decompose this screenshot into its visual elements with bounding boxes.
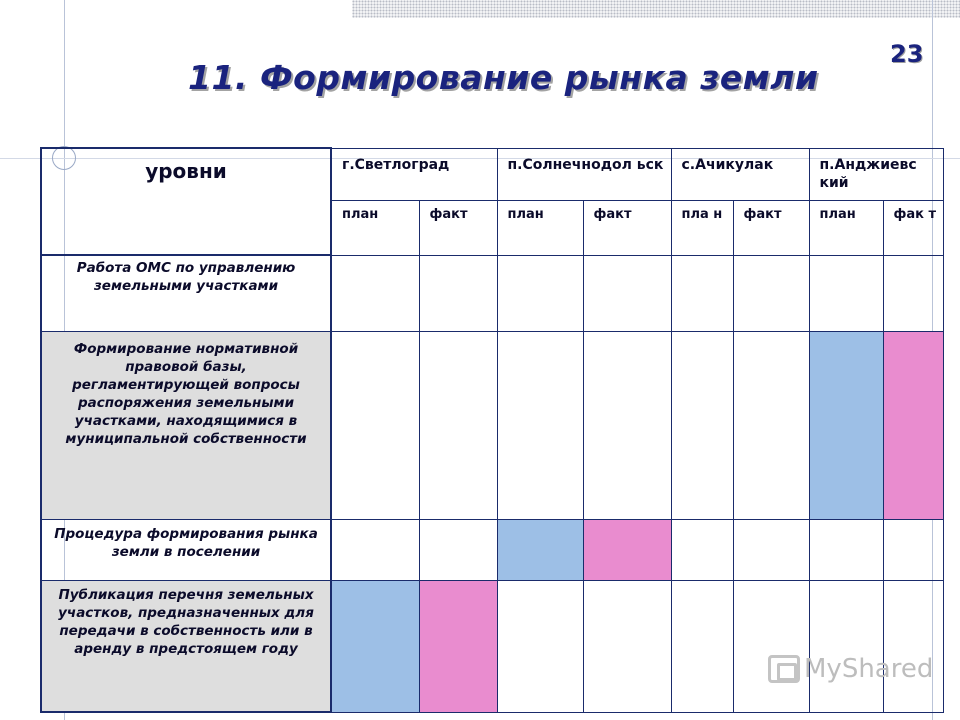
table-cell	[883, 580, 943, 712]
table-cell	[671, 255, 733, 331]
table-cell	[583, 580, 671, 712]
table-cell	[671, 519, 733, 580]
table-cell	[419, 519, 497, 580]
table-cell	[497, 331, 583, 519]
plan-filled-cell	[331, 580, 419, 712]
presentation-icon	[768, 655, 800, 683]
level-label: Процедура формирования рынка земли в поселении	[41, 519, 331, 580]
fact-subheader: фак т	[883, 200, 943, 255]
fact-filled-cell	[419, 580, 497, 712]
plan-subheader: план	[809, 200, 883, 255]
table-row	[41, 255, 943, 331]
table-cell	[419, 331, 497, 519]
fact-subheader: факт	[733, 200, 809, 255]
table-cell	[331, 519, 419, 580]
table-row	[41, 519, 943, 580]
table-cell	[331, 331, 419, 519]
plan-filled-cell	[497, 519, 583, 580]
plan-subheader: пла н	[671, 200, 733, 255]
table-cell	[733, 255, 809, 331]
table-cell	[733, 519, 809, 580]
slide-title: 11. Формирование рынка земли	[188, 58, 819, 97]
table-cell	[583, 255, 671, 331]
watermark-text: MyShared	[804, 654, 934, 684]
header-dot-pattern	[352, 0, 960, 18]
table-cell	[497, 580, 583, 712]
plan-subheader: план	[497, 200, 583, 255]
level-label: Публикация перечня земельных участков, предназначенных для передачи в собственность или в аренду в предстоящем году	[41, 580, 331, 712]
table-cell	[331, 255, 419, 331]
fact-subheader: факт	[583, 200, 671, 255]
watermark	[768, 654, 933, 684]
table-cell	[809, 580, 883, 712]
settlement-header: п.Солнечнодол ьск	[497, 148, 671, 200]
table-cell	[883, 255, 943, 331]
table-row	[41, 331, 943, 519]
settlement-header: г.Светлоград	[331, 148, 497, 200]
table-cell	[733, 331, 809, 519]
table-cell	[671, 331, 733, 519]
table-cell	[419, 255, 497, 331]
land-market-table	[40, 147, 944, 713]
level-label: Работа ОМС по управлению земельными участками	[41, 255, 331, 331]
table-cell	[809, 519, 883, 580]
plan-subheader: план	[331, 200, 419, 255]
levels-header: уровни	[41, 148, 331, 255]
table-cell	[733, 580, 809, 712]
table-cell	[497, 255, 583, 331]
fact-subheader: факт	[419, 200, 497, 255]
fact-filled-cell	[883, 331, 943, 519]
settlement-header: п.Анджиевс кий	[809, 148, 943, 200]
table-cell	[671, 580, 733, 712]
table-cell	[809, 255, 883, 331]
table-cell	[583, 331, 671, 519]
level-label: Формирование нормативной правовой базы, регламентирующей вопросы распоряжения земельными участками, находящимися в муниципальной собственности	[41, 331, 331, 519]
settlement-header: с.Ачикулак	[671, 148, 809, 200]
slide-number: 23	[890, 40, 924, 68]
plan-filled-cell	[809, 331, 883, 519]
fact-filled-cell	[583, 519, 671, 580]
table-row	[41, 580, 943, 712]
table-cell	[883, 519, 943, 580]
